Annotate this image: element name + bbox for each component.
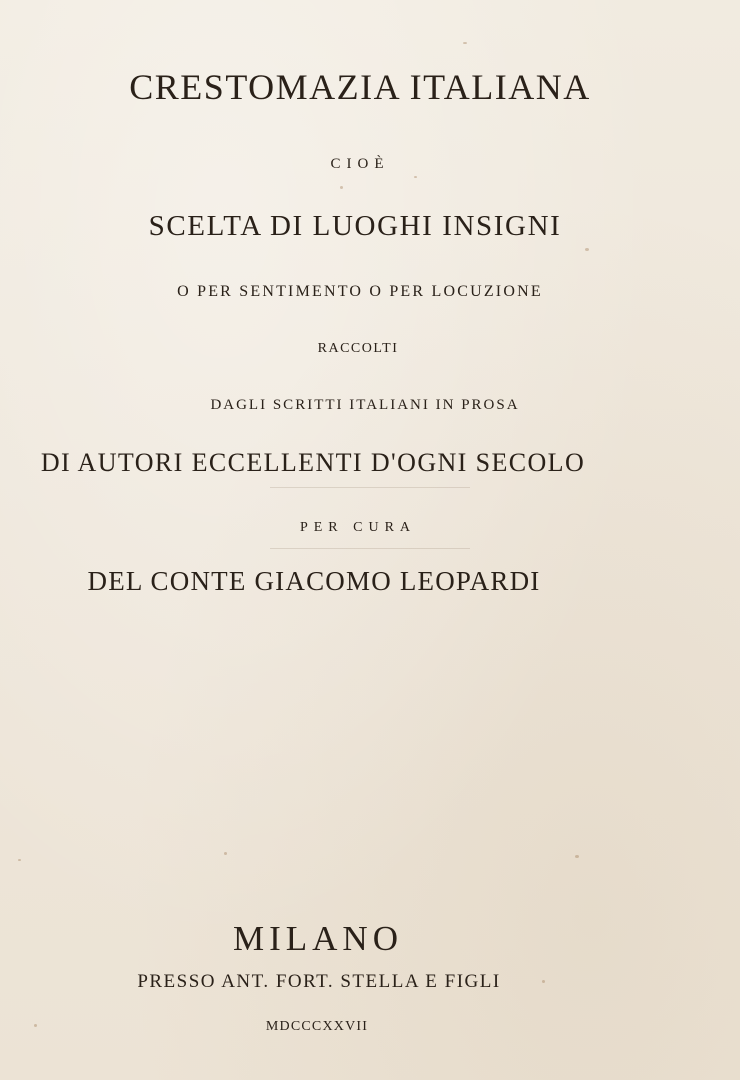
faint-divider [270, 548, 470, 549]
paper-speck [463, 42, 467, 44]
paper-speck [585, 248, 589, 251]
paper-speck [414, 176, 417, 178]
book-subtitle: SCELTA DI LUOGHI INSIGNI [148, 210, 562, 242]
paper-speck [34, 1024, 37, 1027]
book-subtitle-secondary: O PER SENTIMENTO O PER LOCUZIONE [177, 283, 543, 300]
collected-text: RACCOLTI [317, 341, 399, 356]
source-writings-text: DAGLI SCRITTI ITALIANI IN PROSA [210, 397, 520, 413]
paper-speck [18, 859, 21, 861]
paper-speck [340, 186, 343, 189]
authors-text: DI AUTORI ECCELLENTI D'OGNI SECOLO [40, 448, 586, 477]
paper-speck [224, 852, 227, 855]
faint-divider [270, 487, 470, 488]
by-care-text: PER CURA [299, 520, 417, 535]
paper-speck [575, 855, 579, 858]
connector-text: CIOÈ [330, 156, 390, 172]
imprint-city: MILANO [233, 919, 403, 958]
imprint-year: MDCCCXXVII [265, 1019, 369, 1034]
book-title: CRESTOMAZIA ITALIANA [129, 67, 591, 107]
paper-speck [542, 980, 545, 983]
editor-name: DEL CONTE GIACOMO LEOPARDI [87, 566, 541, 596]
imprint-publisher: PRESSO ANT. FORT. STELLA E FIGLI [137, 971, 501, 992]
